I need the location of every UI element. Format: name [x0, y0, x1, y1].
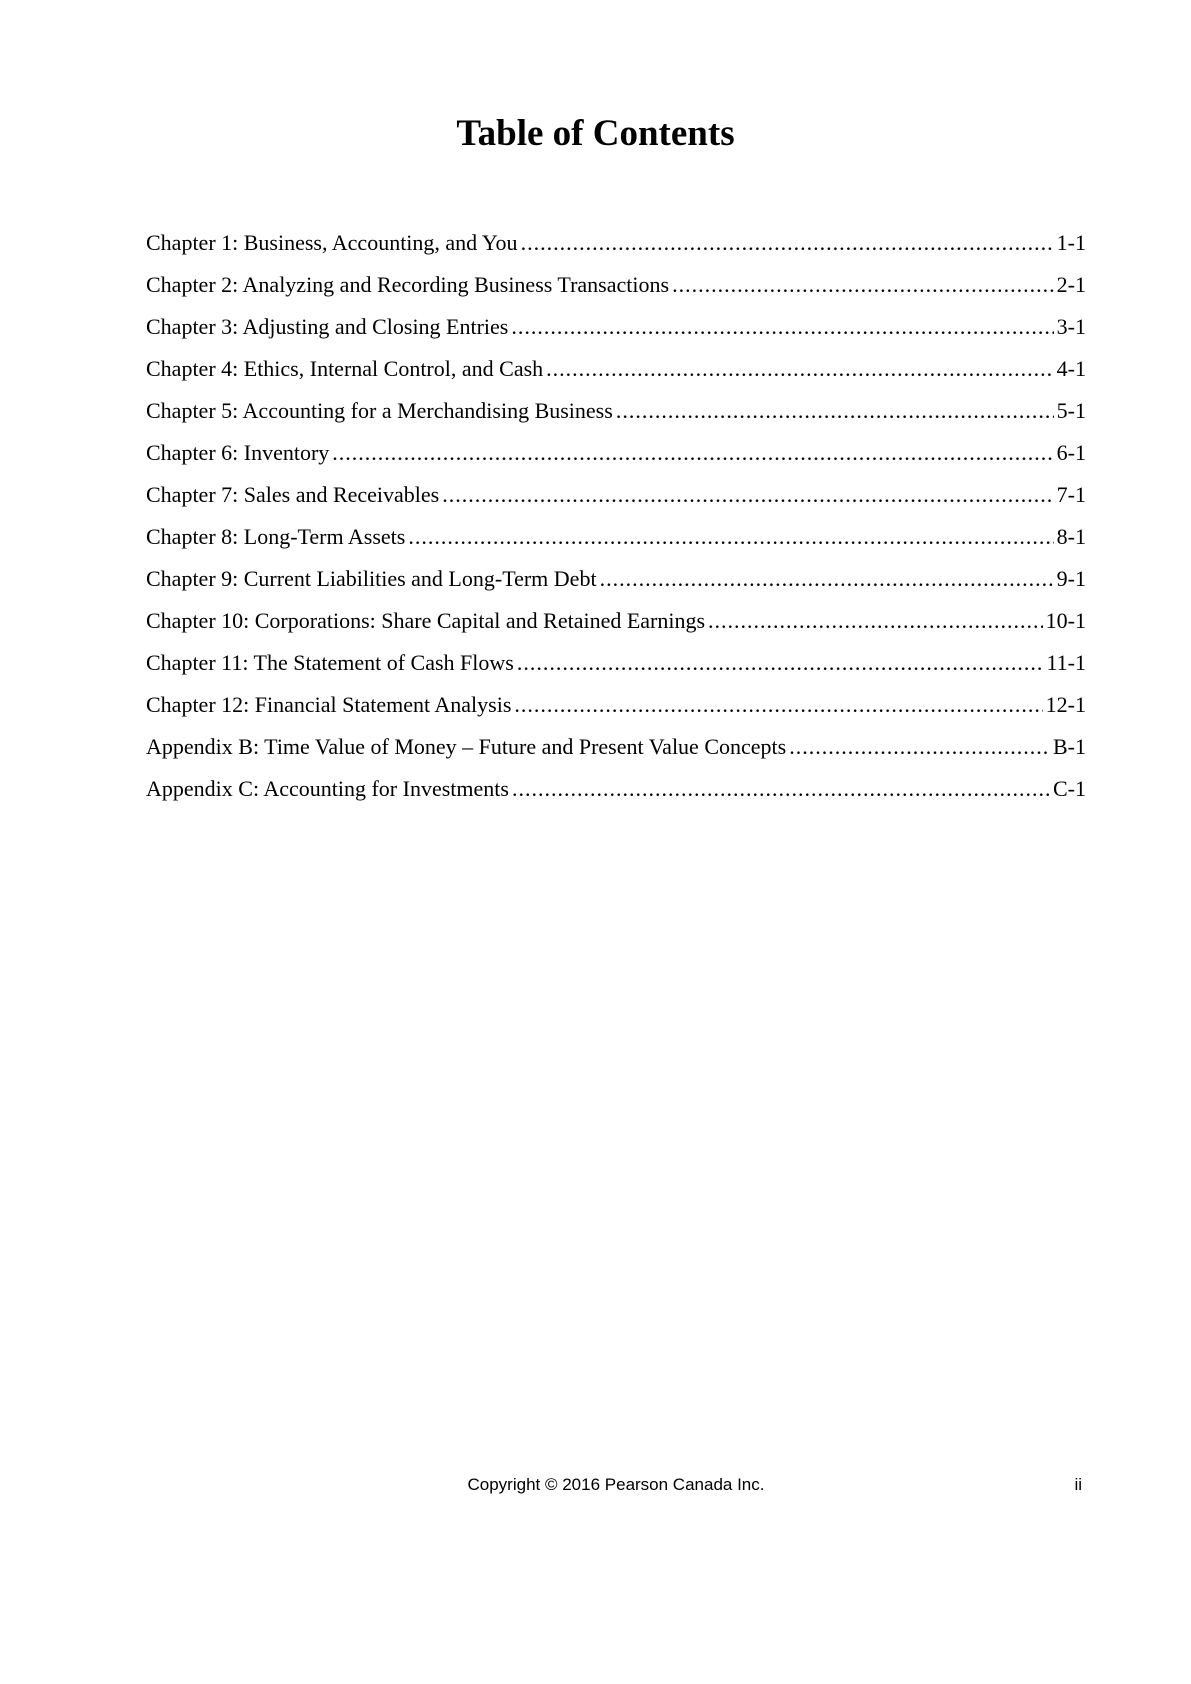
toc-entry[interactable] [146, 642, 1086, 684]
toc-dot-leader [442, 474, 1053, 516]
toc-entry-title: Chapter 2: Analyzing and Recording Business Transactions [146, 272, 670, 297]
toc-entry[interactable] [146, 306, 1086, 348]
toc-entry-page: 10-1 [1045, 608, 1086, 633]
toc-entry[interactable] [146, 600, 1086, 642]
toc-entry-title: Chapter 9: Current Liabilities and Long-Term Debt [146, 566, 597, 591]
toc-entry[interactable] [146, 264, 1086, 306]
toc-entry[interactable] [146, 558, 1086, 600]
toc-entry-page: 11-1 [1046, 650, 1086, 675]
toc-dot-leader [511, 306, 1053, 348]
footer-page-number: ii [1074, 1475, 1082, 1494]
toc-entry-page: B-1 [1053, 734, 1086, 759]
toc-entry[interactable] [146, 726, 1086, 768]
toc-entry[interactable] [146, 432, 1086, 474]
toc-entry-page: 7-1 [1056, 482, 1086, 507]
toc-entry-title: Chapter 1: Business, Accounting, and You [146, 230, 518, 255]
toc-entry-title: Chapter 12: Financial Statement Analysis [146, 692, 512, 717]
toc-entry-page: 12-1 [1045, 692, 1086, 717]
toc-entry-title: Chapter 11: The Statement of Cash Flows [146, 650, 514, 675]
footer-copyright: Copyright © 2016 Pearson Canada Inc. [467, 1475, 765, 1494]
toc-dot-leader [408, 516, 1053, 558]
toc-entry-title: Chapter 10: Corporations: Share Capital and Retained Earnings [146, 608, 706, 633]
toc-entry[interactable] [146, 348, 1086, 390]
toc-entry-page: 6-1 [1056, 440, 1086, 465]
toc-entry-page: C-1 [1053, 776, 1086, 801]
toc-entry-title: Chapter 3: Adjusting and Closing Entries [146, 314, 509, 339]
toc-entry-page: 5-1 [1056, 398, 1086, 423]
toc-dot-leader [332, 432, 1053, 474]
toc-entry-title: Chapter 7: Sales and Receivables [146, 482, 440, 507]
toc-dot-leader [517, 642, 1044, 684]
toc-dot-leader [521, 222, 1054, 264]
toc-dot-leader [512, 768, 1050, 810]
toc-entry-page: 3-1 [1056, 314, 1086, 339]
toc-entry-title: Appendix C: Accounting for Investments [146, 776, 509, 801]
toc-entry[interactable] [146, 474, 1086, 516]
toc-entry-title: Chapter 5: Accounting for a Merchandising Business [146, 398, 613, 423]
toc-entry[interactable] [146, 684, 1086, 726]
toc-dot-leader [672, 264, 1054, 306]
toc-dot-leader [546, 348, 1054, 390]
toc-entry-title: Appendix B: Time Value of Money – Future and Present Value Concepts [146, 734, 787, 759]
toc-entry-page: 4-1 [1056, 356, 1086, 381]
toc-entry-page: 9-1 [1056, 566, 1086, 591]
toc-dot-leader [789, 726, 1050, 768]
toc-entry-title: Chapter 4: Ethics, Internal Control, and Cash [146, 356, 544, 381]
toc-entry-page: 8-1 [1056, 524, 1086, 549]
toc-dot-leader [600, 558, 1054, 600]
toc-entry[interactable] [146, 768, 1086, 810]
toc-entry[interactable] [146, 516, 1086, 558]
toc-dot-leader [708, 600, 1043, 642]
toc-entry-title: Chapter 6: Inventory [146, 440, 330, 465]
table-of-contents [146, 222, 1086, 810]
toc-entry-page: 1-1 [1056, 230, 1086, 255]
toc-entry[interactable] [146, 222, 1086, 264]
page-footer [146, 1470, 1086, 1500]
toc-entry-title: Chapter 8: Long-Term Assets [146, 524, 406, 549]
toc-entry[interactable] [146, 390, 1086, 432]
page-title: Table of Contents [456, 113, 735, 154]
toc-dot-leader [616, 390, 1054, 432]
toc-entry-page: 2-1 [1056, 272, 1086, 297]
toc-dot-leader [514, 684, 1042, 726]
